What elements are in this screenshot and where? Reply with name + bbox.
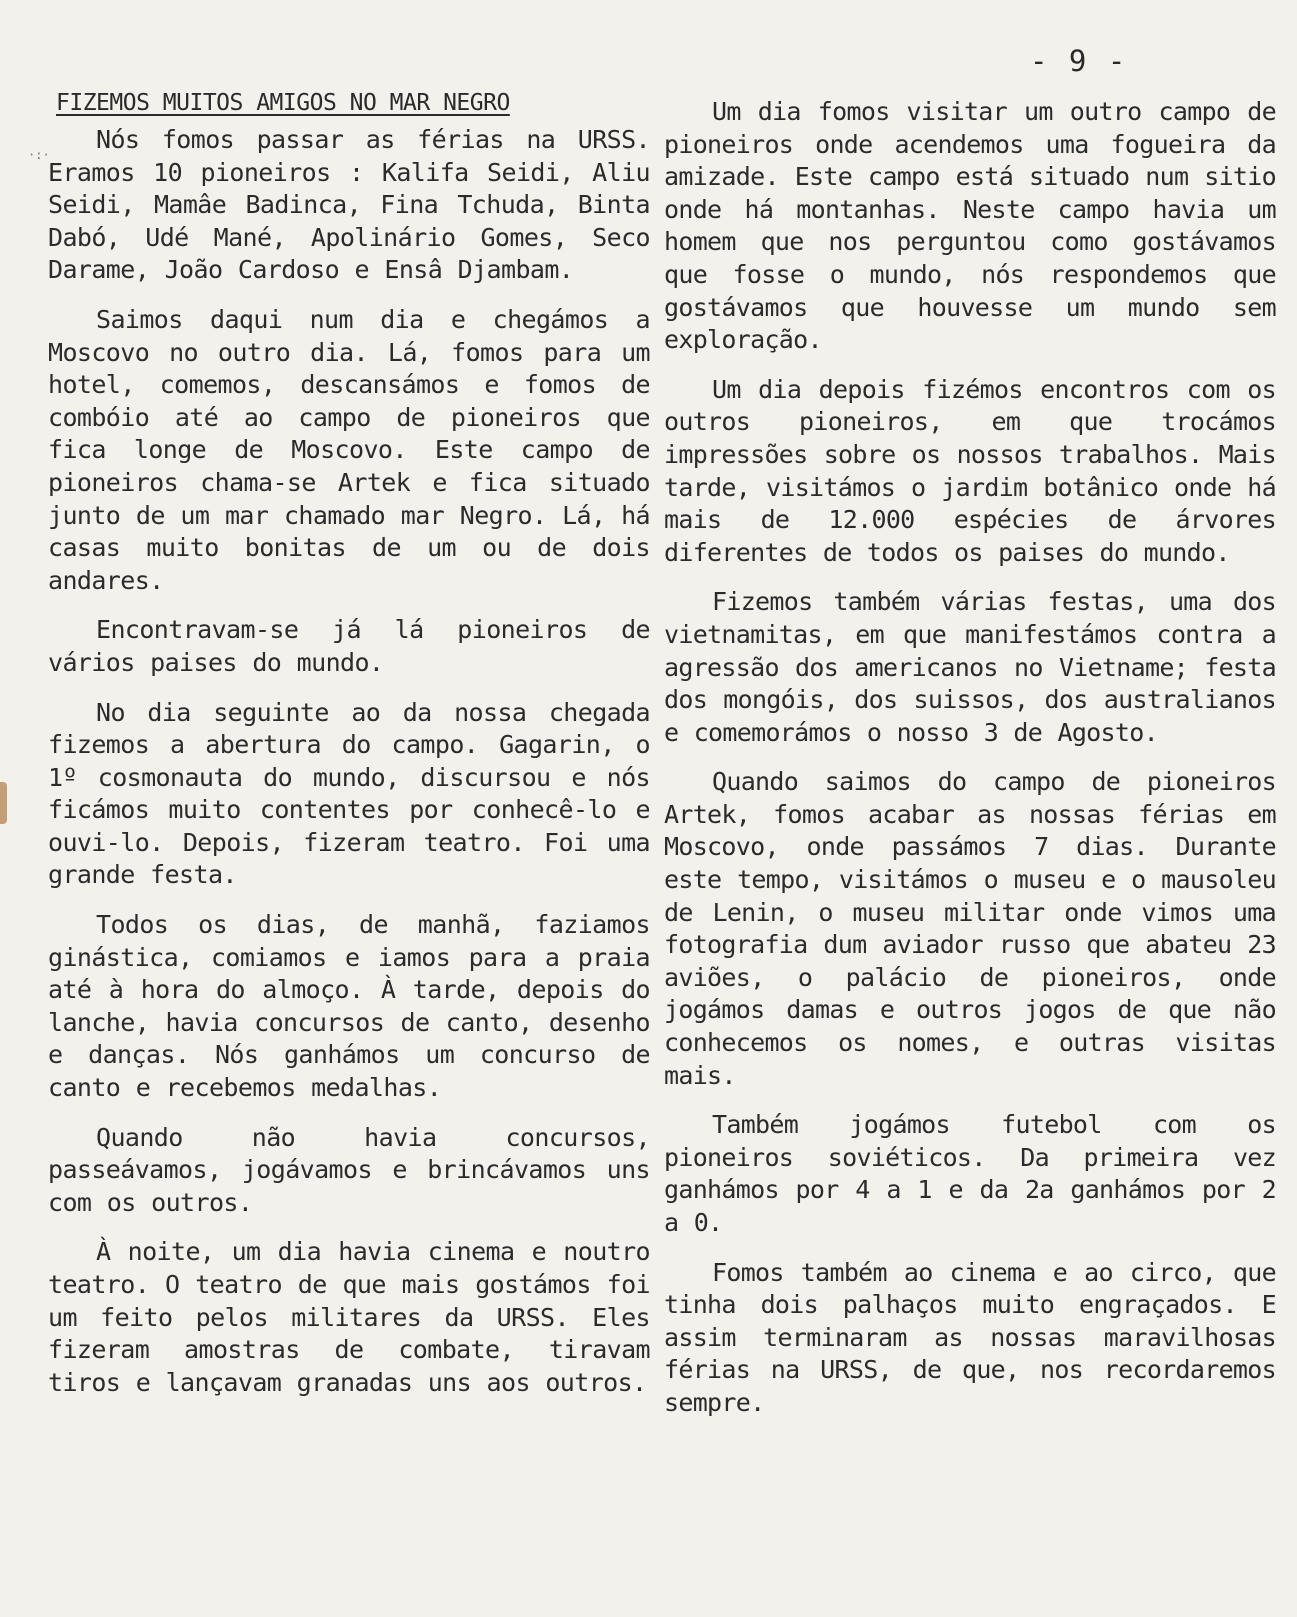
ink-speck: ·:·: [28, 148, 50, 162]
paragraph: Um dia fomos visitar um outro campo de pioneiros onde acendemos uma fogueira da amizade. Este campo está situado num sitio onde há montanhas. Neste campo havia um homem que nos perguntou como gostávamos que fosse o mundo, nós respondemos que gostávamos que houvesse um mundo sem exploração.: [664, 97, 1276, 355]
paragraph: Fizemos também várias festas, uma dos vietnamitas, em que manifestámos contra a agressão dos americanos no Vietname; festa dos mongóis, dos suissos, dos australianos e comemorámos o nosso 3 de Agosto.: [664, 587, 1276, 747]
paragraph: Também jogámos futebol com os pioneiros soviéticos. Da primeira vez ganhámos por 4 a 1 e da 2a ganhámos por 2 a 0.: [664, 1110, 1276, 1237]
paragraph: Quando saimos do campo de pioneiros Artek, fomos acabar as nossas férias em Moscovo, onde passámos 7 dias. Durante este tempo, visitámos o museu e o mausoleu de Lenin, o museu militar onde vimos uma fotografia dum aviador russo que abateu 23 aviões, o palácio de pioneiros, onde jogámos damas e outros jogos de que não conhecemos os nomes, e outras visitas mais.: [664, 767, 1276, 1090]
article-title: FIZEMOS MUITOS AMIGOS NO MAR NEGRO: [56, 90, 510, 116]
left-column: [48, 86, 650, 1416]
paragraph: Fomos também ao cinema e ao circo, que tinha dois palhaços muito engraçados. E assim terminaram as nossas maravilhosas férias na URSS, de que, nos recordaremos sempre.: [664, 1257, 1276, 1417]
right-column: [664, 96, 1276, 1437]
paper-edge-mark: [0, 782, 7, 824]
paragraph: No dia seguinte ao da nossa chegada fizemos a abertura do campo. Gagarin, o 1º cosmonauta do mundo, discursou e nós ficámos muito contentes por conhecê-lo e ouvi-lo. Depois, fizeram teatro. Foi uma grande festa.: [48, 697, 650, 890]
paragraph: Quando não havia concursos, passeávamos, jogávamos e brincávamos uns com os outros.: [48, 1122, 650, 1217]
paragraph: Um dia depois fizémos encontros com os outros pioneiros, em que trocámos impressões sobre os nossos trabalhos. Mais tarde, visitámos o jardim botânico onde há mais de 12.000 espécies de árvores diferentes de todos os paises do mundo.: [664, 374, 1276, 567]
paragraph: À noite, um dia havia cinema e noutro teatro. O teatro de que mais gostámos foi um feito pelos militares da URSS. Eles fizeram amostras de combate, tiravam tiros e lançavam granadas uns aos outros.: [48, 1237, 650, 1397]
paragraph: Encontravam-se já lá pioneiros de vários paises do mundo.: [48, 615, 650, 677]
paragraph: Todos os dias, de manhã, faziamos ginástica, comiamos e iamos para a praia até à hora do almoço. À tarde, depois do lanche, havia concursos de canto, desenho e danças. Nós ganhámos um concurso de canto e recebemos medalhas.: [48, 910, 650, 1103]
paragraph: Nós fomos passar as férias na URSS. Eramos 10 pioneiros : Kalifa Seidi, Aliu Seidi, Mamâe Badinca, Fina Tchuda, Binta Dabó, Udé Mané, Apolinário Gomes, Seco Darame, João Cardoso e Ensâ Djambam.: [48, 125, 650, 285]
paragraph: Saimos daqui num dia e chegámos a Moscovo no outro dia. Lá, fomos para um hotel, comemos, descansámos e fomos de combóio até ao campo de pioneiros que fica longe de Moscovo. Este campo de pioneiros chama-se Artek e fica situado junto de um mar chamado mar Negro. Lá, há casas muito bonitas de um ou de dois andares.: [48, 304, 650, 595]
page-number: - 9 -: [1030, 44, 1128, 78]
